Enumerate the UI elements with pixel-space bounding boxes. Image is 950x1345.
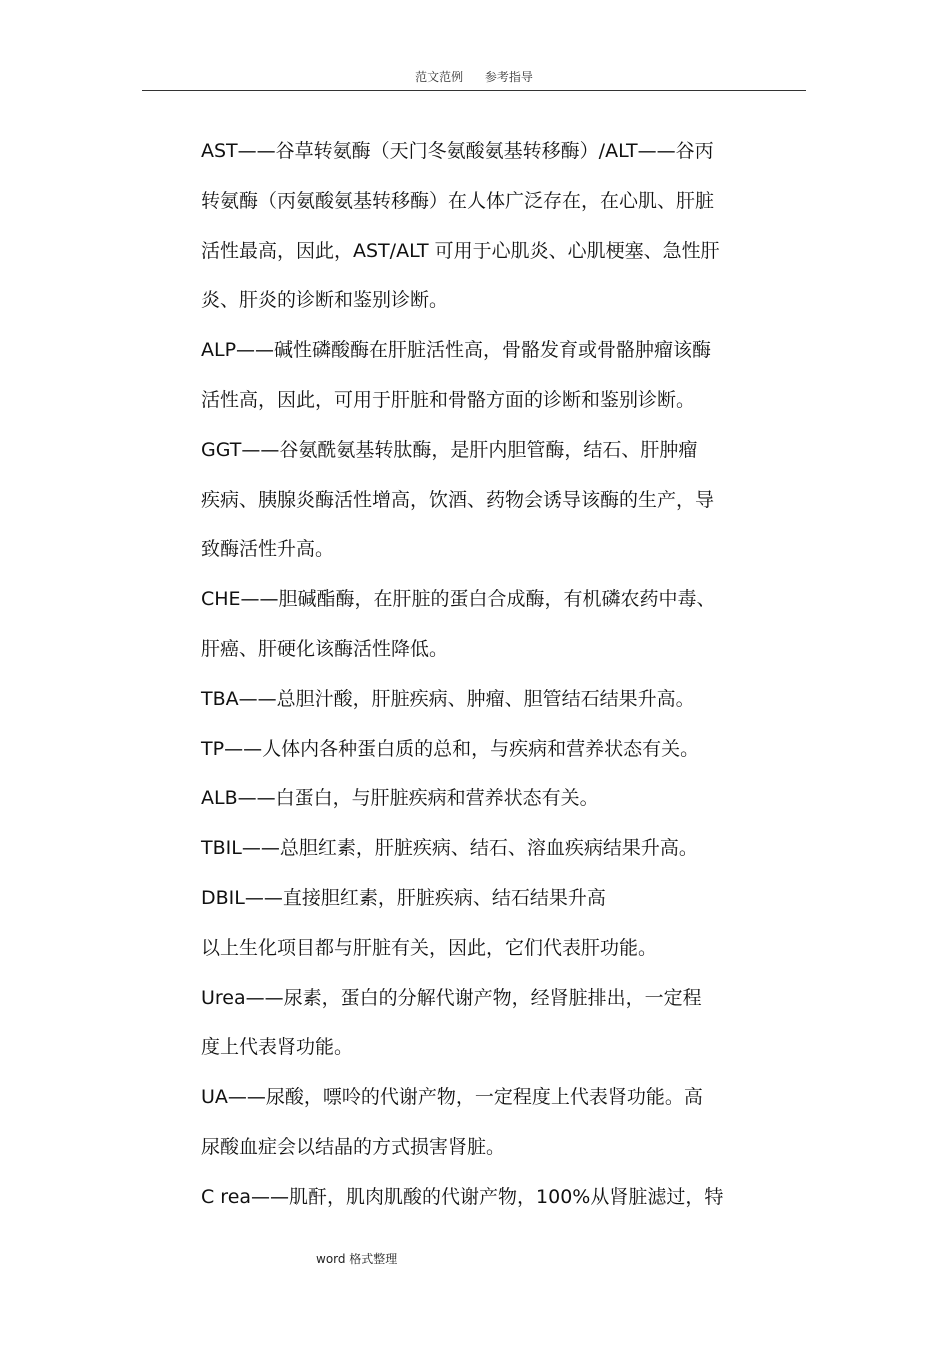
text-line: TBIL——总胆红素，肝脏疾病、结石、溶血疾病结果升高。 <box>201 837 698 860</box>
text-line: CHE——胆碱酯酶，在肝脏的蛋白合成酶，有机磷农药中毒、 <box>201 588 716 611</box>
page-header <box>142 68 806 91</box>
text-line: 尿酸血症会以结晶的方式损害肾脏。 <box>201 1135 506 1158</box>
text-line: 转氨酶（丙氨酸氨基转移酶）在人体广泛存在，在心肌、肝脏 <box>201 189 715 212</box>
text-line: GGT——谷氨酰氨基转肽酶，是肝内胆管酶，结石、肝肿瘤 <box>201 438 698 461</box>
text-line: 活性最高，因此，AST/ALT 可用于心肌炎、心肌梗塞、急性肝 <box>201 239 720 262</box>
text-line: 度上代表肾功能。 <box>201 1036 354 1059</box>
header-left-text: 范文范例 <box>415 70 464 84</box>
text-line: TP——人体内各种蛋白质的总和，与疾病和营养状态有关。 <box>201 737 700 760</box>
text-line: 肝癌、肝硬化该酶活性降低。 <box>201 637 449 660</box>
text-line: C rea——肌酐，肌肉肌酸的代谢产物，100%从肾脏滤过，特 <box>201 1185 724 1208</box>
text-line: 致酶活性升高。 <box>201 538 335 561</box>
text-line: Urea——尿素，蛋白的分解代谢产物，经肾脏排出，一定程 <box>201 986 702 1009</box>
document-body <box>201 127 807 1223</box>
text-line: DBIL——直接胆红素，肝脏疾病、结石结果升高 <box>201 886 606 909</box>
text-line: 活性高，因此，可用于肝脏和骨骼方面的诊断和鉴别诊断。 <box>201 388 696 411</box>
header-right-text: 参考指导 <box>484 70 533 84</box>
text-line: ALP——碱性磷酸酶在肝脏活性高，骨骼发育或骨骼肿瘤该酶 <box>201 339 712 362</box>
text-line: TBA——总胆汁酸，肝脏疾病、肿瘤、胆管结石结果升高。 <box>201 687 695 710</box>
text-line: 疾病、胰腺炎酶活性增高，饮酒、药物会诱导该酶的生产，导 <box>201 488 715 511</box>
text-line: ALB——白蛋白，与肝脏疾病和营养状态有关。 <box>201 787 599 810</box>
text-line: 以上生化项目都与肝脏有关，因此，它们代表肝功能。 <box>201 936 658 959</box>
text-line: 炎、肝炎的诊断和鉴别诊断。 <box>201 289 449 312</box>
text-line: UA——尿酸，嘌呤的代谢产物，一定程度上代表肾功能。高 <box>201 1086 703 1109</box>
text-line: AST——谷草转氨酶（天门冬氨酸氨基转移酶）/ALT——谷丙 <box>201 140 714 162</box>
page-footer: word 格式整理 <box>316 1252 398 1266</box>
